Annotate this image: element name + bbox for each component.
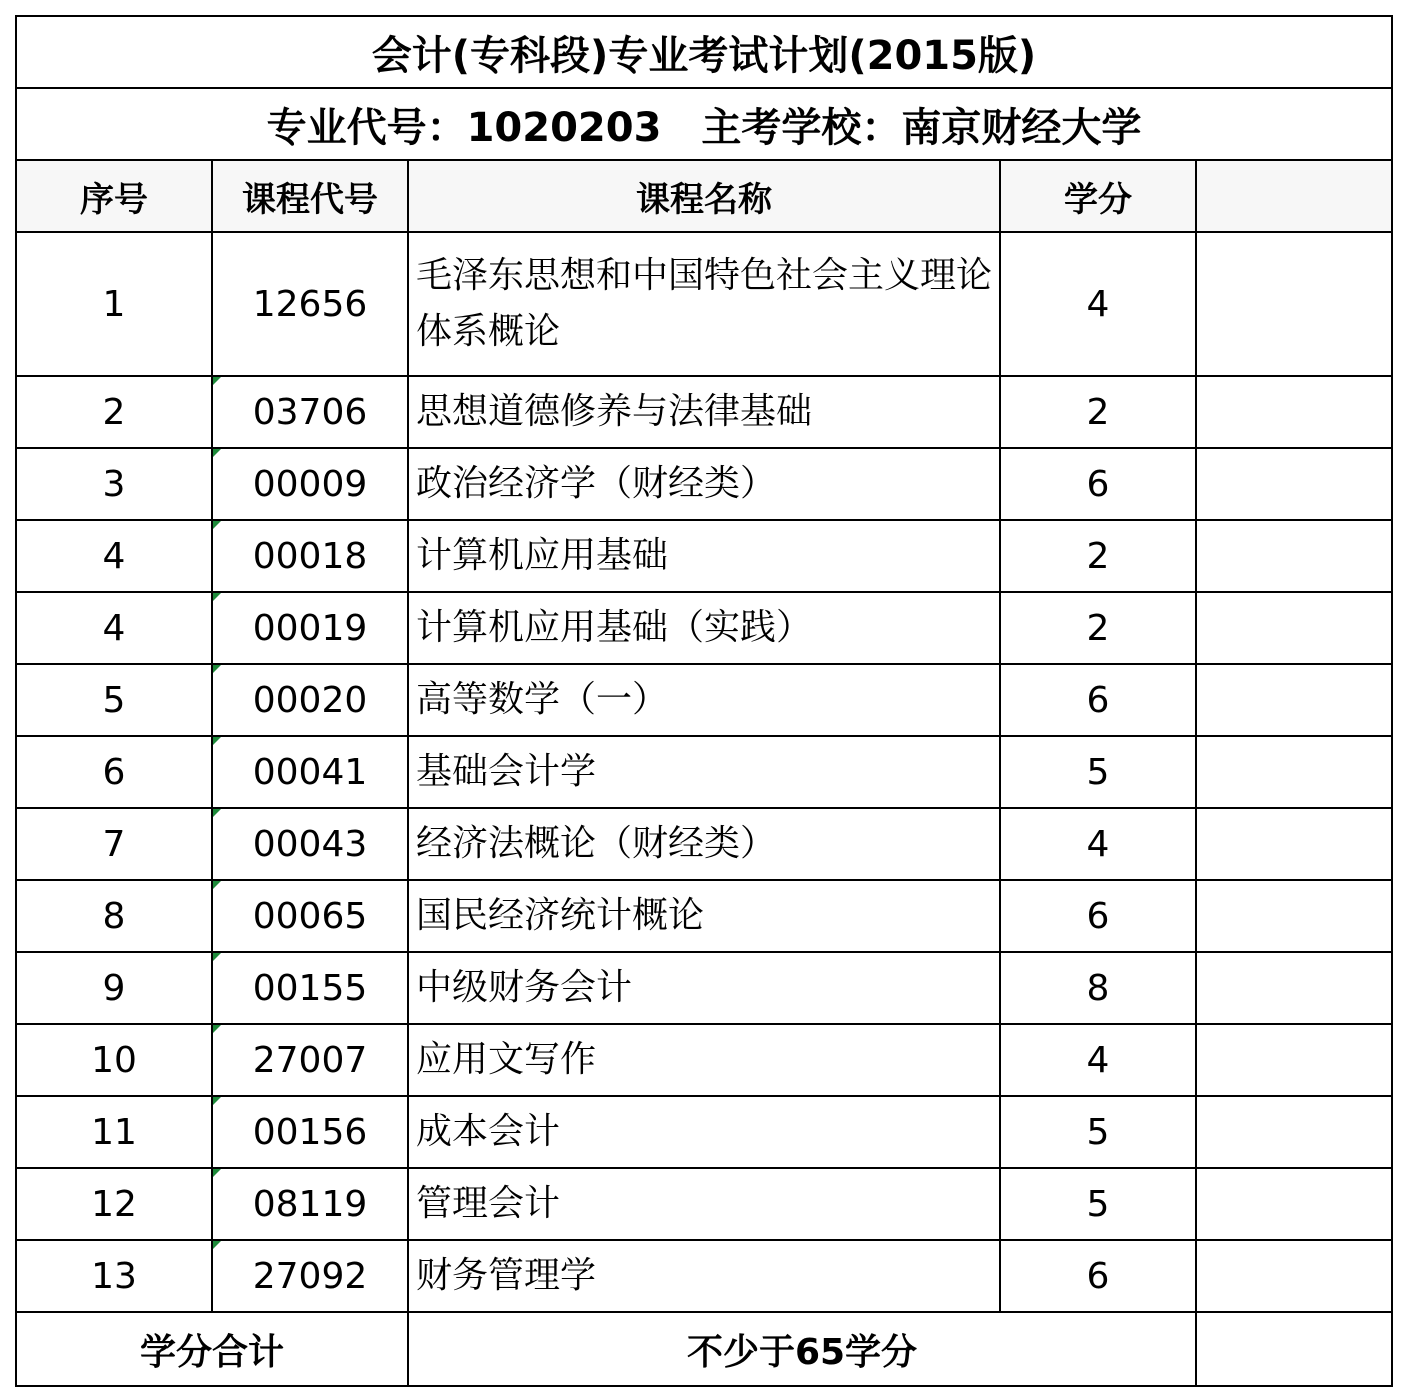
row-name: 管理会计 bbox=[408, 1168, 1000, 1240]
row-name: 经济法概论（财经类） bbox=[408, 808, 1000, 880]
table-row bbox=[16, 592, 1392, 664]
table-row bbox=[16, 880, 1392, 952]
row-code-text: 00156 bbox=[252, 1111, 368, 1153]
row-code bbox=[212, 232, 408, 376]
row-code-text: 27007 bbox=[252, 1039, 368, 1081]
row-extra bbox=[1196, 880, 1392, 952]
row-code-text: 00065 bbox=[252, 895, 368, 937]
row-name: 国民经济统计概论 bbox=[408, 880, 1000, 952]
row-code-text: 00041 bbox=[252, 751, 368, 793]
row-seq: 1 bbox=[16, 232, 212, 376]
table-subtitle: 专业代号：1020203 主考学校：南京财经大学 bbox=[16, 88, 1392, 160]
row-name: 计算机应用基础（实践） bbox=[408, 592, 1000, 664]
row-name: 基础会计学 bbox=[408, 736, 1000, 808]
row-seq: 7 bbox=[16, 808, 212, 880]
row-credit: 5 bbox=[1000, 1096, 1196, 1168]
comment-marker-icon bbox=[213, 809, 221, 817]
row-code bbox=[212, 664, 408, 736]
row-extra bbox=[1196, 448, 1392, 520]
comment-marker-icon bbox=[213, 737, 221, 745]
row-name: 应用文写作 bbox=[408, 1024, 1000, 1096]
table-row bbox=[16, 1168, 1392, 1240]
comment-marker-icon bbox=[213, 665, 221, 673]
table-row bbox=[16, 952, 1392, 1024]
table-row bbox=[16, 1024, 1392, 1096]
row-credit: 6 bbox=[1000, 448, 1196, 520]
row-name: 毛泽东思想和中国特色社会主义理论体系概论 bbox=[408, 232, 1000, 376]
row-code-text: 08119 bbox=[252, 1183, 368, 1225]
row-extra bbox=[1196, 1240, 1392, 1312]
row-code-text: 00155 bbox=[252, 967, 368, 1009]
footer-value: 不少于65学分 bbox=[408, 1312, 1196, 1386]
row-code bbox=[212, 448, 408, 520]
row-seq: 12 bbox=[16, 1168, 212, 1240]
header-extra bbox=[1196, 160, 1392, 232]
row-credit: 5 bbox=[1000, 1168, 1196, 1240]
row-code bbox=[212, 880, 408, 952]
comment-marker-icon bbox=[213, 1241, 221, 1249]
table-row bbox=[16, 664, 1392, 736]
row-code bbox=[212, 808, 408, 880]
table-row bbox=[16, 376, 1392, 448]
row-extra bbox=[1196, 376, 1392, 448]
row-code bbox=[212, 736, 408, 808]
header-credit: 学分 bbox=[1000, 160, 1196, 232]
row-seq: 10 bbox=[16, 1024, 212, 1096]
table-row bbox=[16, 448, 1392, 520]
row-name: 高等数学（一） bbox=[408, 664, 1000, 736]
row-name: 财务管理学 bbox=[408, 1240, 1000, 1312]
row-extra bbox=[1196, 592, 1392, 664]
row-seq: 5 bbox=[16, 664, 212, 736]
row-code bbox=[212, 1240, 408, 1312]
table-row bbox=[16, 232, 1392, 376]
table-row bbox=[16, 520, 1392, 592]
row-credit: 2 bbox=[1000, 376, 1196, 448]
comment-marker-icon bbox=[213, 449, 221, 457]
row-extra bbox=[1196, 1024, 1392, 1096]
row-credit: 6 bbox=[1000, 664, 1196, 736]
table-title: 会计(专科段)专业考试计划(2015版) bbox=[16, 16, 1392, 88]
row-seq: 9 bbox=[16, 952, 212, 1024]
header-name: 课程名称 bbox=[408, 160, 1000, 232]
row-name: 计算机应用基础 bbox=[408, 520, 1000, 592]
row-extra bbox=[1196, 736, 1392, 808]
row-extra bbox=[1196, 664, 1392, 736]
row-name: 成本会计 bbox=[408, 1096, 1000, 1168]
row-seq: 11 bbox=[16, 1096, 212, 1168]
row-code bbox=[212, 952, 408, 1024]
table-row bbox=[16, 1096, 1392, 1168]
row-extra bbox=[1196, 808, 1392, 880]
comment-marker-icon bbox=[213, 377, 221, 385]
row-seq: 6 bbox=[16, 736, 212, 808]
row-credit: 4 bbox=[1000, 1024, 1196, 1096]
row-seq: 4 bbox=[16, 592, 212, 664]
table-row bbox=[16, 1240, 1392, 1312]
row-credit: 2 bbox=[1000, 592, 1196, 664]
comment-marker-icon bbox=[213, 593, 221, 601]
comment-marker-icon bbox=[213, 1169, 221, 1177]
row-credit: 8 bbox=[1000, 952, 1196, 1024]
footer-extra bbox=[1196, 1312, 1392, 1386]
header-seq: 序号 bbox=[16, 160, 212, 232]
row-code-text: 00018 bbox=[252, 535, 368, 577]
row-name: 中级财务会计 bbox=[408, 952, 1000, 1024]
row-code bbox=[212, 592, 408, 664]
row-extra bbox=[1196, 1168, 1392, 1240]
footer-label: 学分合计 bbox=[16, 1312, 408, 1386]
row-code-text: 00009 bbox=[252, 463, 368, 505]
row-extra bbox=[1196, 520, 1392, 592]
table-row bbox=[16, 808, 1392, 880]
row-code-text: 03706 bbox=[252, 391, 368, 433]
row-code bbox=[212, 1168, 408, 1240]
row-code bbox=[212, 520, 408, 592]
row-name: 政治经济学（财经类） bbox=[408, 448, 1000, 520]
footer-row bbox=[16, 1312, 1392, 1386]
row-code-text: 27092 bbox=[252, 1255, 368, 1297]
row-code-text: 00019 bbox=[252, 607, 368, 649]
header-row bbox=[16, 160, 1392, 232]
header-code: 课程代号 bbox=[212, 160, 408, 232]
row-code-text: 00020 bbox=[252, 679, 368, 721]
row-code-text: 00043 bbox=[252, 823, 368, 865]
row-seq: 4 bbox=[16, 520, 212, 592]
row-code-text: 12656 bbox=[252, 283, 368, 325]
row-name: 思想道德修养与法律基础 bbox=[408, 376, 1000, 448]
comment-marker-icon bbox=[213, 1025, 221, 1033]
row-credit: 4 bbox=[1000, 232, 1196, 376]
comment-marker-icon bbox=[213, 953, 221, 961]
row-seq: 3 bbox=[16, 448, 212, 520]
comment-marker-icon bbox=[213, 521, 221, 529]
row-credit: 5 bbox=[1000, 736, 1196, 808]
comment-marker-icon bbox=[213, 1097, 221, 1105]
row-extra bbox=[1196, 1096, 1392, 1168]
row-seq: 8 bbox=[16, 880, 212, 952]
row-credit: 4 bbox=[1000, 808, 1196, 880]
row-seq: 13 bbox=[16, 1240, 212, 1312]
row-credit: 2 bbox=[1000, 520, 1196, 592]
table-row bbox=[16, 736, 1392, 808]
comment-marker-icon bbox=[213, 881, 221, 889]
row-code bbox=[212, 1024, 408, 1096]
row-seq: 2 bbox=[16, 376, 212, 448]
row-extra bbox=[1196, 952, 1392, 1024]
row-extra bbox=[1196, 232, 1392, 376]
row-credit: 6 bbox=[1000, 1240, 1196, 1312]
row-code bbox=[212, 1096, 408, 1168]
row-code bbox=[212, 376, 408, 448]
row-credit: 6 bbox=[1000, 880, 1196, 952]
exam-plan-table bbox=[15, 15, 1393, 1387]
